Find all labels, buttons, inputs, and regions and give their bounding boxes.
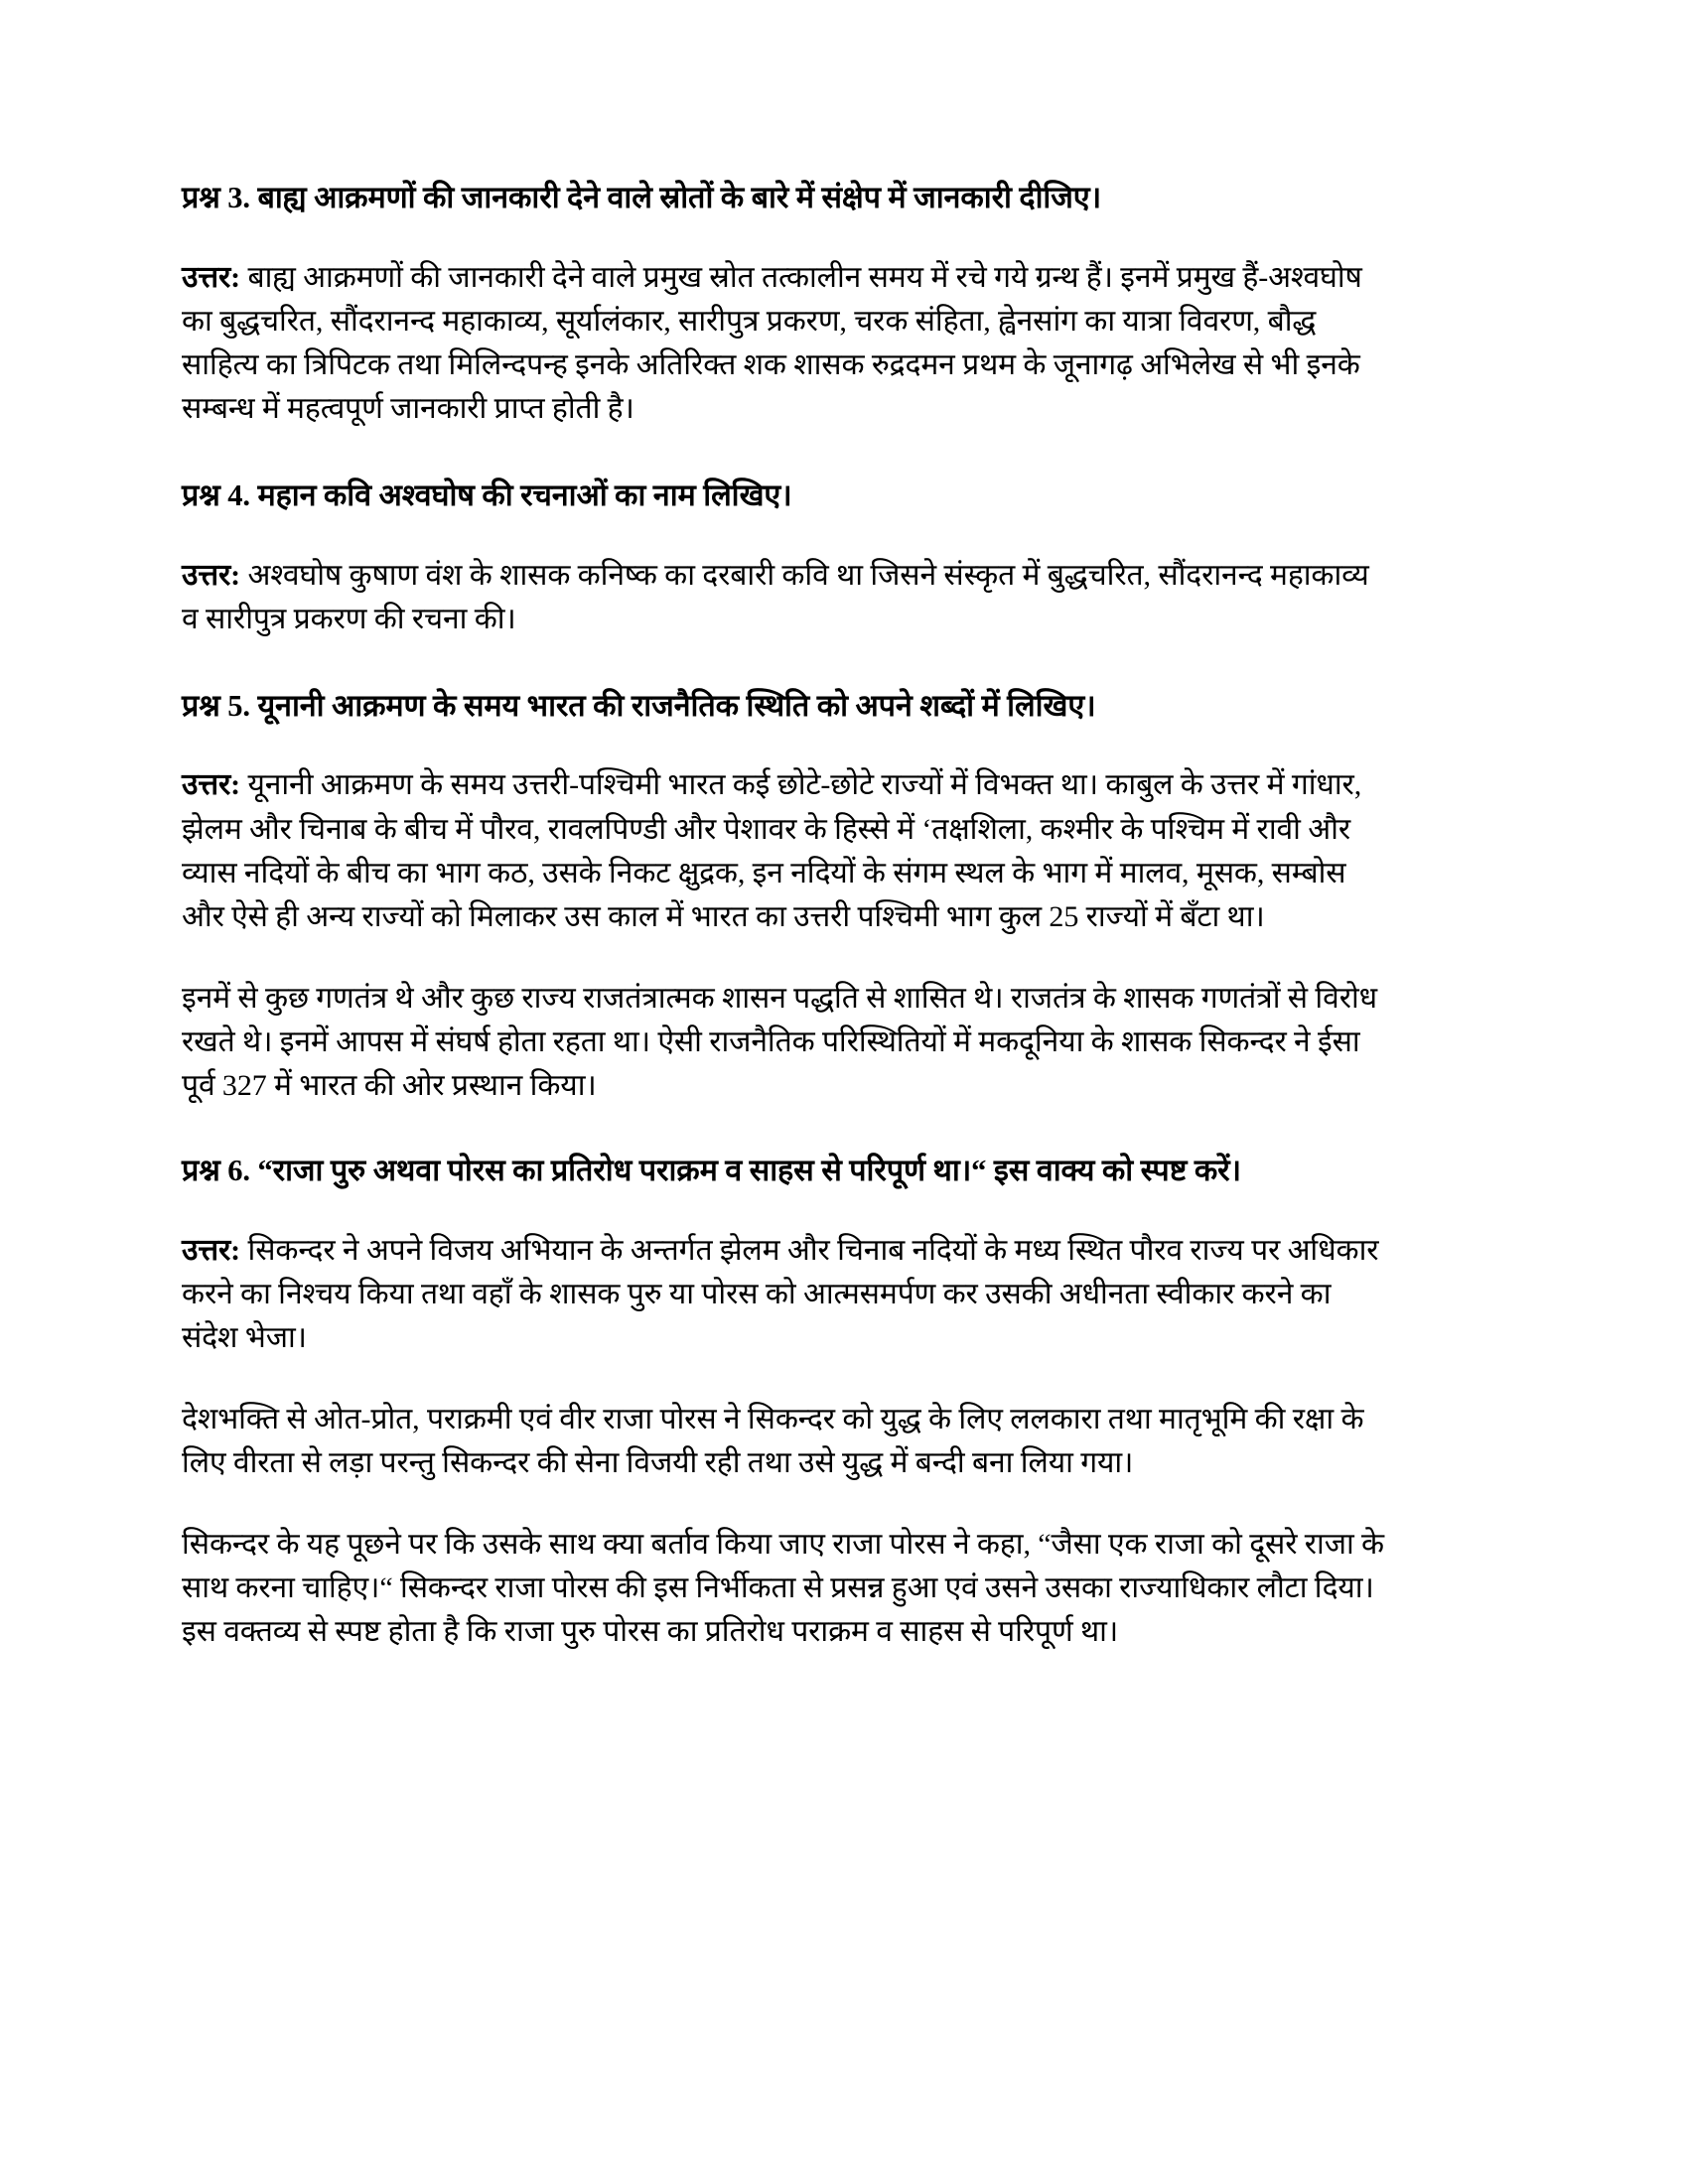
question-heading-q6: प्रश्न 6. “राजा पुरु अथवा पोरस का प्रतिरोध पराक्रम व साहस से परिपूर्ण था।“ इस वाक्य को स्पष्ट करें। <box>182 1154 1241 1188</box>
answer-label: उत्तर: <box>182 1233 241 1267</box>
answer-paragraph-q5-2: इनमें से कुछ गणतंत्र थे और कुछ राज्य राजतंत्रात्मक शासन पद्धति से शासित थे। राजतंत्र के शासक गणतंत्रों से विरोध रखते थे। इनमें आपस में संघर्ष होता रहता था। ऐसी राजनैतिक परिस्थितियों में मकदूनिया के शासक सिकन्दर ने ईसा पूर्व 327 में भारत की ओर प्रस्थान किया। <box>182 981 1377 1103</box>
question-heading-q4: प्रश्न 4. महान कवि अश्वघोष की रचनाओं का नाम लिखिए। <box>182 478 792 513</box>
question-heading-q5: प्रश्न 5. यूनानी आक्रमण के समय भारत की राजनैतिक स्थिति को अपने शब्दों में लिखिए। <box>182 688 1096 723</box>
answer-label: उत्तर: <box>182 768 241 802</box>
answer-label: उत्तर: <box>182 260 241 294</box>
answer-paragraph-q6-2: देशभक्ति से ओत-प्रोत, पराक्रमी एवं वीर राजा पोरस ने सिकन्दर को युद्ध के लिए ललकारा तथा मातृभूमि की रक्षा के लिए वीरता से लड़ा परन्तु सिकन्दर की सेना विजयी रही तथा उसे युद्ध में बन्दी बना लिया गया। <box>182 1403 1364 1480</box>
document-body <box>182 179 1388 1655</box>
question-heading-q3: प्रश्न 3. बाह्य आक्रमणों की जानकारी देने वाले स्रोतों के बारे में संक्षेप में जानकारी दीजिए। <box>182 181 1102 214</box>
answer-text: अश्वघोष कुषाण वंश के शासक कनिष्क का दरबारी कवि था जिसने संस्कृत में बुद्धचरित, सौंदरानन्द महाकाव्य व सारीपुत्र प्रकरण की रचना की। <box>182 558 1369 635</box>
answer-label: उत्तर: <box>182 558 241 592</box>
answer-text: सिकन्दर ने अपने विजय अभियान के अन्तर्गत झेलम और चिनाब नदियों के मध्य स्थित पौरव राज्य पर अधिकार करने का निश्चय किया तथा वहाँ के शासक पुरु या पोरस को आत्मसमर्पण कर उसकी अधीनता स्वीकार करने का संदेश भेजा। <box>182 1233 1379 1354</box>
answer-paragraph-q3-1 <box>182 256 1388 431</box>
answer-paragraph-q6-1 <box>182 1229 1388 1360</box>
answer-paragraph-q4-1 <box>182 554 1388 641</box>
answer-text: बाह्य आक्रमणों की जानकारी देने वाले प्रमुख स्रोत तत्कालीन समय में रचे गये ग्रन्थ हैं। इनमें प्रमुख हैं-अश्वघोष का बुद्धचरित, सौंदरानन्द महाकाव्य, सूर्यालंकार, सारीपुत्र प्रकरण, चरक संहिता, ह्वेनसांग का यात्रा विवरण, बौद्ध साहित्य का त्रिपिटक तथा मिलिन्दपन्ह इनके अतिरिक्त शक शासक रुद्रदमन प्रथम के जूनागढ़ अभिलेख से भी इनके सम्बन्ध में महत्वपूर्ण जानकारी प्राप्त होती है। <box>182 260 1362 425</box>
answer-paragraph-q5-1 <box>182 763 1388 938</box>
answer-text: यूनानी आक्रमण के समय उत्तरी-पश्चिमी भारत कई छोटे-छोटे राज्यों में विभक्त था। काबुल के उत्तर में गांधार, झेलम और चिनाब के बीच में पौरव, रावलपिण्डी और पेशावर के हिस्से में ‘तक्षशिला, कश्मीर के पश्चिम में रावी और व्यास नदियों के बीच का भाग कठ, उसके निकट क्षुद्रक, इन नदियों के संगम स्थल के भाग में मालव, मूसक, सम्बोस और ऐसे ही अन्य राज्यों को मिलाकर उस काल में भारत का उत्तरी पश्चिमी भाग कुल 25 राज्यों में बँटा था। <box>182 768 1362 933</box>
answer-paragraph-q6-3: सिकन्दर के यह पूछने पर कि उसके साथ क्या बर्ताव किया जाए राजा पोरस ने कहा, “जैसा एक राजा को दूसरे राजा के साथ करना चाहिए।“ सिकन्दर राजा पोरस की इस निर्भीकता से प्रसन्न हुआ एवं उसने उसका राज्याधिकार लौटा दिया। इस वक्तव्य से स्पष्ट होता है कि राजा पुरु पोरस का प्रतिरोध पराक्रम व साहस से परिपूर्ण था। <box>182 1528 1384 1649</box>
